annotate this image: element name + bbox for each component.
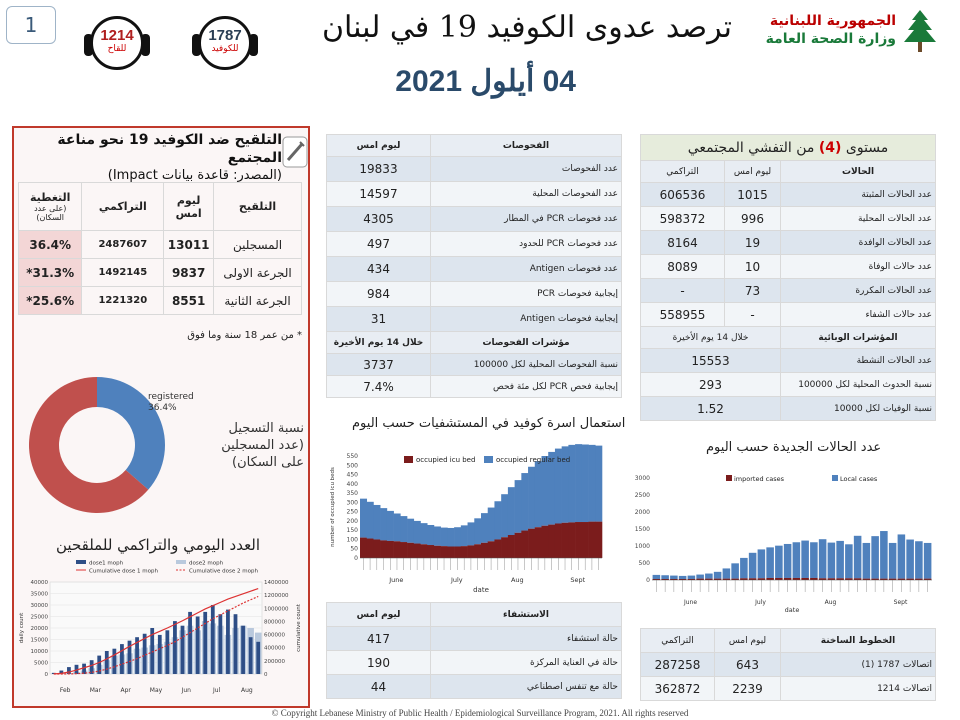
- y-tick-label: 100: [346, 536, 358, 544]
- hospitalization-table: [326, 602, 622, 699]
- regular-bed-bar: [380, 508, 387, 540]
- local-cases-bar: [880, 531, 888, 579]
- regular-bed-bar: [481, 513, 488, 543]
- icu-bed-bar: [568, 522, 575, 558]
- y-tick-label: 40000: [30, 580, 48, 586]
- local-cases-bar: [915, 541, 923, 578]
- dose1-bar: [196, 617, 200, 675]
- imported-cases-bar: [740, 578, 748, 580]
- x-month-label: Jun: [181, 687, 191, 694]
- legend-label: occupied regular bed: [496, 456, 571, 464]
- table-row: نسبة الحدوث المحلية لكل 100000 293: [641, 373, 936, 397]
- table-row: عدد فحوصات PCR في المطار 4305: [327, 207, 622, 232]
- y-tick-label: 400: [346, 480, 358, 488]
- dose1-bar: [226, 610, 230, 674]
- y2-tick-label: 1000000: [264, 606, 289, 613]
- republic-label: الجمهورية اللبنانية: [769, 13, 896, 29]
- dose1-bar: [218, 614, 222, 674]
- regular-bed-bar: [488, 508, 495, 542]
- y-tick-label: 200: [346, 517, 358, 525]
- hosp-header-value: ليوم امس: [327, 603, 431, 627]
- col-coverage: التغطية (على عدد السكان): [19, 183, 82, 231]
- table-row: حالة في العناية المركزة 190: [327, 651, 622, 675]
- icu-bed-bar: [494, 539, 501, 558]
- x-month-label: Apr: [120, 687, 131, 694]
- icu-bed-bar: [421, 544, 428, 558]
- y-tick-label: 1000: [634, 543, 650, 550]
- dose1-bar: [105, 651, 109, 674]
- icu-bed-bar: [555, 524, 562, 558]
- regular-bed-bar: [582, 445, 589, 523]
- icu-bed-bar: [468, 545, 475, 558]
- y-tick-label: 250: [346, 508, 358, 516]
- icu-bed-bar: [488, 541, 495, 558]
- local-cases-bar: [906, 540, 914, 579]
- y2-tick-label: 600000: [264, 632, 285, 639]
- table-row: الجرعة الاولى 9837 1492145 *31.3%: [19, 259, 302, 287]
- regular-bed-bar: [508, 487, 515, 535]
- regular-bed-bar: [421, 523, 428, 544]
- dose1-bar: [249, 637, 253, 674]
- table-row: نسبة الفحوصات المحلية لكل 100000 3737: [327, 354, 622, 376]
- hotline-number: 1214: [100, 27, 134, 44]
- imported-cases-bar: [810, 578, 818, 580]
- x-month-label: Sept: [570, 576, 586, 584]
- regular-bed-bar: [414, 521, 421, 544]
- local-cases-bar: [836, 541, 844, 578]
- ministry-name: [766, 12, 896, 48]
- x-axis-label: date: [473, 586, 489, 594]
- regular-bed-bar: [589, 445, 596, 522]
- local-cases-bar: [871, 536, 879, 579]
- y-axis-label: number of occupied icu beds: [330, 467, 336, 547]
- local-cases-bar: [889, 543, 897, 579]
- x-month-label: July: [755, 599, 766, 606]
- local-cases-bar: [924, 543, 932, 579]
- icu-bed-bar: [427, 545, 434, 558]
- outbreak-level: (4): [818, 139, 842, 156]
- x-month-label: June: [389, 576, 404, 584]
- table-row: إيجابية فحص PCR لكل مئة فحص 7.4%: [327, 376, 622, 398]
- covid-hotline-badge: [188, 6, 262, 80]
- y-tick-label: 350: [346, 490, 358, 498]
- regular-bed-bar: [360, 499, 367, 538]
- table-row: عدد الحالات المكررة 73 -: [641, 279, 936, 303]
- icu-bed-bar: [595, 522, 602, 558]
- regular-bed-bar: [407, 519, 414, 543]
- x-month-label: Feb: [59, 687, 71, 694]
- local-cases-bar: [810, 542, 818, 578]
- local-cases-bar: [793, 542, 801, 578]
- legend-label: Local cases: [840, 475, 878, 483]
- regular-bed-bar: [595, 446, 602, 522]
- imported-cases-bar: [758, 578, 766, 580]
- local-cases-bar: [714, 572, 722, 579]
- community-table: [640, 134, 936, 421]
- table-row: عدد الحالات المحلية 996 598372: [641, 207, 936, 231]
- page-number: 1: [6, 6, 56, 44]
- y-tick-label: 10000: [30, 649, 48, 655]
- col-cases: الحالات: [781, 161, 936, 183]
- local-cases-bar: [863, 543, 871, 579]
- x-month-label: June: [683, 599, 698, 606]
- dose1-bar: [256, 642, 260, 674]
- regular-bed-bar: [373, 505, 380, 539]
- icu-bed-bar: [501, 537, 508, 558]
- icu-bed-bar: [562, 523, 569, 558]
- regular-bed-bar: [447, 528, 454, 547]
- tests-header-value: ليوم امس: [327, 135, 431, 157]
- table-row: اتصالات 1787 (1) 643 287258: [641, 653, 936, 677]
- legend-swatch: [726, 475, 732, 481]
- ministry-label: وزارة الصحة العامة: [765, 31, 896, 47]
- icu-bed-bar: [589, 522, 596, 558]
- dose1-bar: [158, 635, 162, 674]
- imported-cases-bar: [854, 578, 862, 580]
- table-row: اتصالات 1214 2239 362872: [641, 677, 936, 701]
- icu-bed-bar: [367, 539, 374, 558]
- y-tick-label: 1500: [634, 526, 650, 533]
- icu-bed-bar: [387, 541, 394, 558]
- icu-bed-bar: [394, 541, 401, 558]
- y-tick-label: 300: [346, 499, 358, 507]
- vaccination-heading-source: (المصدر: قاعدة بيانات Impact): [107, 168, 282, 183]
- x-month-label: Aug: [240, 687, 253, 694]
- dose1-bar: [120, 644, 124, 674]
- dose1-bar: [211, 605, 215, 674]
- local-cases-bar: [740, 558, 748, 578]
- local-cases-bar: [854, 536, 862, 579]
- col-yesterday: ليوم امس: [725, 161, 781, 183]
- hotline-label: للقاح: [107, 44, 127, 54]
- table-row: إيجابية فحوصات PCR 984: [327, 282, 622, 307]
- imported-cases-bar: [845, 578, 853, 580]
- vaccination-table: [18, 182, 302, 315]
- x-month-label: Aug: [824, 599, 837, 606]
- regular-bed-bar: [454, 527, 461, 546]
- new-cases-chart-title: عدد الحالات الجديدة حسب اليوم: [706, 440, 882, 455]
- imported-cases-bar: [793, 578, 801, 580]
- legend-swatch: [404, 456, 413, 463]
- hotline-table: [640, 628, 936, 701]
- y-tick-label: 2000: [634, 509, 650, 516]
- table-row: عدد الحالات المثبتة 1015 606536: [641, 183, 936, 207]
- regular-bed-bar: [394, 513, 401, 541]
- imported-cases-bar: [828, 578, 836, 580]
- y2-axis-label: cumulative count: [296, 604, 302, 652]
- local-cases-bar: [819, 539, 827, 578]
- y-tick-label: 2500: [634, 492, 650, 499]
- y2-tick-label: 800000: [264, 619, 285, 626]
- table-row: نسبة الوفيات لكل 10000 1.52: [641, 397, 936, 421]
- hosp-header-label: الاستشفاء: [431, 603, 622, 627]
- table-row: عدد فحوصات Antigen 434: [327, 257, 622, 282]
- y-tick-label: 0: [44, 672, 48, 678]
- icu-bed-bar: [542, 526, 549, 558]
- regular-bed-bar: [528, 467, 535, 529]
- dose1-bar: [234, 614, 238, 674]
- local-cases-bar: [705, 574, 713, 579]
- icu-bed-bar: [582, 522, 589, 558]
- icu-bed-bar: [373, 539, 380, 558]
- col-cumulative: التراكمي: [641, 161, 725, 183]
- icu-bed-bar: [481, 543, 488, 558]
- vaccination-heading-title: التلقيح ضد الكوفيد 19 نحو مناعة المجتمع: [57, 132, 282, 166]
- new-cases-chart: [626, 464, 938, 612]
- hotline-header-cumulative: التراكمي: [641, 629, 715, 653]
- table-row: عدد الحالات الوافدة 19 8164: [641, 231, 936, 255]
- x-month-label: July: [450, 576, 463, 584]
- hospital-beds-chart: [326, 440, 606, 596]
- imported-cases-bar: [784, 578, 792, 580]
- icu-bed-bar: [414, 544, 421, 558]
- dose1-bar: [82, 664, 86, 674]
- icu-bed-bar: [508, 535, 515, 558]
- y-tick-label: 5000: [34, 660, 48, 667]
- hotline-label: للكوفيد: [211, 44, 239, 54]
- imported-cases-bar: [836, 578, 844, 580]
- icu-bed-bar: [360, 538, 367, 558]
- icu-bed-bar: [447, 547, 454, 558]
- y-tick-label: 20000: [30, 626, 48, 632]
- dose1-bar: [67, 667, 71, 674]
- local-cases-bar: [723, 568, 731, 578]
- imported-cases-bar: [819, 578, 827, 580]
- x-axis-label: date: [784, 606, 800, 612]
- icu-bed-bar: [528, 529, 535, 558]
- y-tick-label: 15000: [30, 637, 48, 644]
- local-cases-bar: [784, 544, 792, 578]
- local-cases-bar: [670, 576, 678, 579]
- regular-bed-bar: [494, 501, 501, 539]
- hotline-circle: [90, 16, 144, 70]
- hotline-header-label: الخطوط الساخنة: [781, 629, 936, 653]
- icu-bed-bar: [434, 546, 441, 558]
- y2-tick-label: 0: [264, 672, 268, 678]
- local-cases-bar: [898, 534, 906, 578]
- community-title: مستوى (4) من التفشي المجتمعي: [641, 135, 936, 161]
- legend-label: imported cases: [734, 475, 784, 483]
- local-cases-bar: [766, 547, 774, 578]
- y2-tick-label: 1400000: [264, 580, 289, 586]
- table-row: حالة استشفاء 417: [327, 627, 622, 651]
- y-tick-label: 3000: [634, 475, 650, 482]
- y-tick-label: 550: [346, 453, 358, 460]
- icu-bed-bar: [380, 540, 387, 558]
- dose1-bar: [173, 621, 177, 674]
- local-cases-bar: [845, 544, 853, 578]
- imported-cases-bar: [766, 578, 774, 580]
- col-yesterday: ليوم امس: [164, 183, 214, 231]
- regular-bed-bar: [434, 526, 441, 545]
- tests-table: [326, 134, 622, 398]
- regular-bed-bar: [501, 494, 508, 537]
- x-month-label: Aug: [510, 576, 524, 584]
- y-tick-label: 500: [638, 560, 650, 567]
- x-month-label: May: [149, 687, 163, 694]
- col-cumulative: التراكمي: [82, 183, 164, 231]
- x-month-label: Mar: [89, 687, 102, 694]
- y-tick-label: 450: [346, 471, 358, 479]
- table-row: عدد الفحوصات المحلية 14597: [327, 182, 622, 207]
- epi-label: المؤشرات الوبائية: [781, 327, 936, 349]
- y2-tick-label: 400000: [264, 645, 285, 652]
- cedar-logo-icon: [898, 8, 942, 54]
- dose1-bar: [188, 612, 192, 674]
- icu-bed-bar: [441, 546, 448, 558]
- table-row: عدد فحوصات PCR للحدود 497: [327, 232, 622, 257]
- local-cases-bar: [758, 549, 766, 578]
- donut-label: registered 36.4%: [148, 392, 194, 413]
- legend-label: occupied icu bed: [416, 456, 476, 464]
- hotline-header-yesterday: ليوم امس: [715, 629, 781, 653]
- vaccination-heading: [18, 131, 282, 185]
- x-month-label: Jul: [212, 687, 221, 694]
- table-row: حالة مع تنفس اصطناعي 44: [327, 675, 622, 699]
- legend-swatch: [832, 475, 838, 481]
- icu-bed-bar: [454, 547, 461, 558]
- legend-swatch: [76, 560, 86, 564]
- icu-bed-bar: [474, 544, 481, 558]
- icu-bed-bar: [548, 525, 555, 558]
- regular-bed-bar: [542, 456, 549, 526]
- table-row: عدد الحالات النشطة 15553: [641, 349, 936, 373]
- vaccination-chart-title: العدد اليومي والتراكمي للملقحين: [56, 536, 261, 554]
- y-tick-label: 150: [346, 527, 358, 535]
- icu-bed-bar: [521, 531, 528, 558]
- table-row: مؤشرات الفحوصات خلال 14 يوم الأخيرة: [327, 332, 622, 354]
- hotline-circle: [198, 16, 252, 70]
- legend-label: Cumulative dose 1 moph: [89, 568, 158, 575]
- regular-bed-bar: [427, 525, 434, 545]
- page-title: ترصد عدوى الكوفيد 19 في لبنان: [321, 10, 732, 45]
- regular-bed-bar: [575, 444, 582, 522]
- regular-bed-bar: [535, 461, 542, 527]
- legend-label: dose2 moph: [189, 560, 224, 567]
- dose1-bar: [241, 626, 245, 674]
- regular-bed-bar: [400, 516, 407, 542]
- table-row: عدد الفحوصات 19833: [327, 157, 622, 182]
- donut-caption: نسبة التسجيل (عدد المسجلين على السكان): [221, 421, 304, 470]
- legend-swatch: [176, 560, 186, 564]
- table-row: إيجابية فحوصات Antigen 31: [327, 307, 622, 332]
- dose1-bar: [165, 630, 169, 674]
- regular-bed-bar: [521, 473, 528, 530]
- dose1-bar: [181, 626, 185, 674]
- syringe-icon: [282, 136, 308, 168]
- local-cases-bar: [679, 576, 687, 579]
- icu-bed-bar: [407, 543, 414, 558]
- y-tick-label: 0: [354, 555, 358, 562]
- y-tick-label: 50: [350, 545, 358, 553]
- imported-cases-bar: [801, 578, 809, 580]
- table-row: الجرعة الثانية 8551 1221320 *25.6%: [19, 287, 302, 315]
- y2-tick-label: 200000: [264, 658, 285, 665]
- table-row: عدد حالات الوفاة 10 8089: [641, 255, 936, 279]
- legend-label: dose1 moph: [89, 560, 124, 567]
- local-cases-bar: [731, 563, 739, 578]
- icu-bed-bar: [461, 546, 468, 558]
- y-tick-label: 25000: [30, 614, 48, 621]
- imported-cases-bar: [749, 578, 757, 580]
- local-cases-bar: [749, 553, 757, 579]
- vaccine-hotline-badge: [80, 6, 154, 80]
- icu-bed-bar: [535, 527, 542, 558]
- regular-bed-bar: [461, 525, 468, 546]
- local-cases-bar: [801, 541, 809, 578]
- y-tick-label: 30000: [30, 603, 48, 609]
- dose1-bar: [203, 612, 207, 674]
- legend-label: Cumulative dose 2 moph: [189, 568, 258, 575]
- tests-header-label: الفحوصات: [431, 135, 622, 157]
- y-tick-label: 500: [346, 462, 358, 470]
- table-row: المسجلين 13011 2487607 36.4%: [19, 231, 302, 259]
- y2-tick-label: 1200000: [264, 593, 289, 600]
- regular-bed-bar: [468, 522, 475, 545]
- regular-bed-bar: [367, 502, 374, 539]
- epi-period: خلال 14 يوم الأخيرة: [641, 327, 781, 349]
- vaccination-daily-chart: [16, 556, 306, 702]
- icu-bed-bar: [515, 533, 522, 558]
- icu-bed-bar: [575, 522, 582, 558]
- table-row: عدد حالات الشفاء - 558955: [641, 303, 936, 327]
- local-cases-bar: [661, 575, 669, 579]
- regular-bed-bar: [387, 511, 394, 541]
- regular-bed-bar: [441, 528, 448, 547]
- local-cases-bar: [696, 575, 704, 579]
- icu-bed-bar: [400, 542, 407, 558]
- y-axis-label: daily count: [19, 612, 25, 644]
- local-cases-bar: [688, 576, 696, 579]
- y-tick-label: 35000: [30, 591, 48, 598]
- hotline-number: 1787: [208, 27, 242, 44]
- hospital-chart-title: استعمال اسرة كوفيد في المستشفيات حسب اليوم: [352, 416, 626, 431]
- age-note: * من عمر 18 سنة وما فوق: [187, 330, 302, 341]
- dose1-bar: [112, 649, 116, 674]
- local-cases-bar: [775, 546, 783, 578]
- imported-cases-bar: [775, 578, 783, 580]
- legend-swatch: [484, 456, 493, 463]
- regular-bed-bar: [474, 518, 481, 544]
- local-cases-bar: [653, 575, 661, 579]
- report-date: 04 أيلول 2021: [395, 65, 576, 98]
- col-vaccination: التلقيح: [214, 183, 302, 231]
- regular-bed-bar: [515, 480, 522, 533]
- copyright-footer: © Copyright Lebanese Ministry of Public Health / Epidemiological Surveillance Program, 2021. All rights reserved: [271, 708, 689, 718]
- local-cases-bar: [828, 543, 836, 579]
- y-tick-label: 0: [646, 577, 650, 584]
- x-month-label: Sept: [893, 599, 908, 606]
